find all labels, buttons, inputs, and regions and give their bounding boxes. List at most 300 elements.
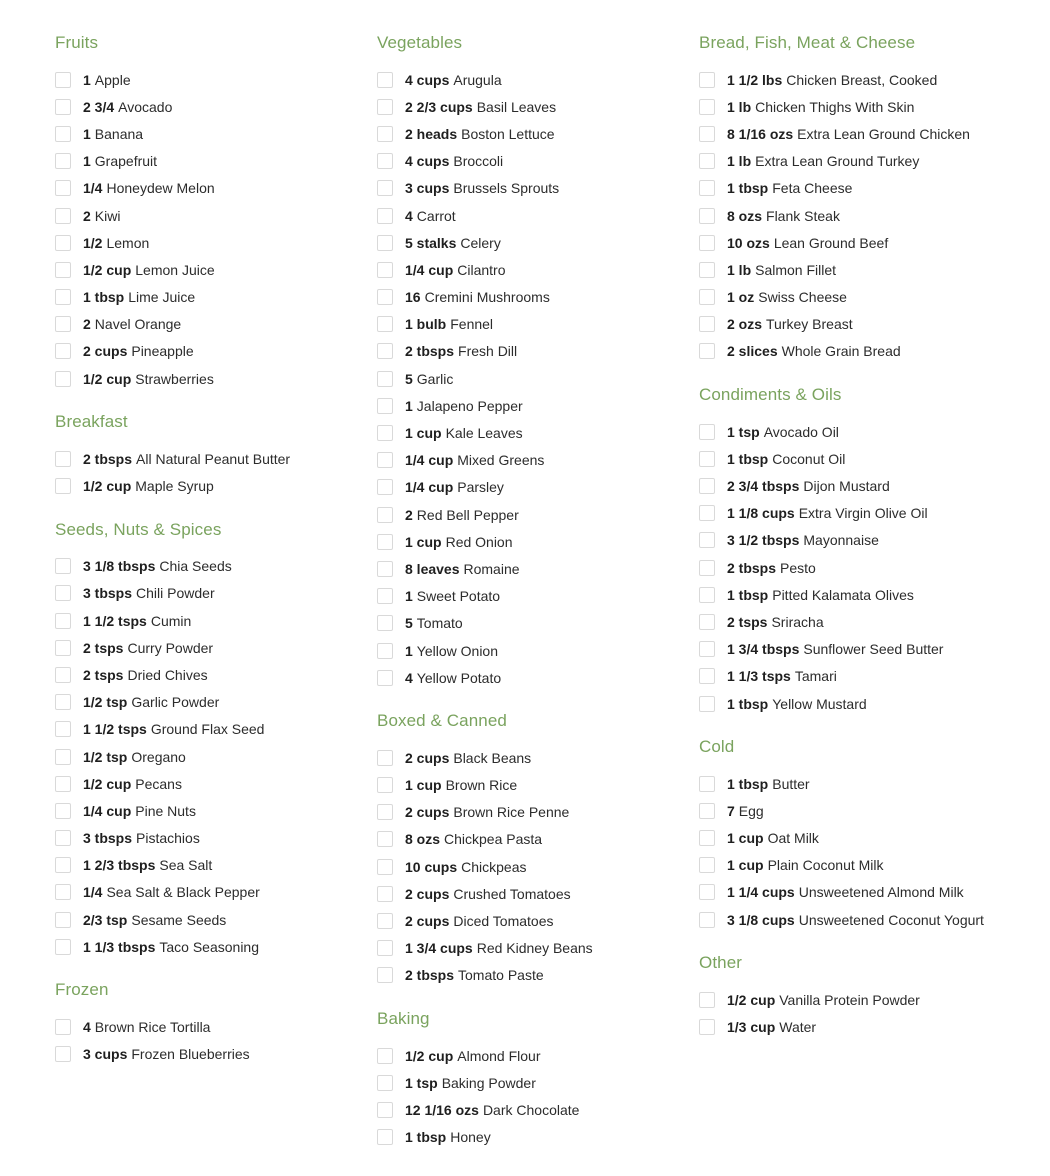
item-quantity: 8 ozs: [405, 831, 441, 848]
item-checkbox[interactable]: [55, 749, 71, 765]
item-checkbox[interactable]: [55, 451, 71, 467]
item-quantity: 1 cup: [405, 777, 442, 794]
item-quantity: 2 tsps: [727, 613, 768, 630]
item-quantity: 1/4: [83, 180, 103, 197]
item-name: Pine Nuts: [135, 802, 196, 819]
item-quantity: 1 lb: [727, 153, 752, 170]
list-item: [55, 120, 375, 147]
item-checkbox[interactable]: [55, 153, 71, 169]
list-item: [377, 907, 697, 934]
list-item: [377, 528, 697, 555]
item-checkbox[interactable]: [377, 750, 393, 766]
item-quantity: 4: [405, 669, 413, 686]
item-list: [55, 445, 375, 499]
item-name: Garlic: [416, 370, 454, 387]
list-item: [699, 256, 1019, 283]
item-checkbox[interactable]: [699, 208, 715, 224]
list-item: [377, 392, 697, 419]
item-name: All Natural Peanut Butter: [136, 450, 291, 467]
item-name: Tamari: [794, 668, 837, 685]
section-title: Other: [699, 953, 743, 973]
item-checkbox[interactable]: [699, 153, 715, 169]
item-name: Lime Juice: [128, 289, 196, 306]
list-item: [55, 933, 375, 960]
item-quantity: 1/4 cup: [405, 261, 454, 278]
section-title: Condiments & Oils: [699, 385, 842, 405]
item-name: Broccoli: [453, 153, 504, 170]
item-checkbox[interactable]: [55, 1019, 71, 1035]
item-checkbox[interactable]: [699, 1019, 715, 1035]
list-item: [377, 148, 697, 175]
list-item: [377, 311, 697, 338]
item-quantity: 8 1/16 ozs: [727, 125, 794, 142]
item-checkbox[interactable]: [699, 560, 715, 576]
list-item: [55, 716, 375, 743]
item-quantity: 1 cup: [405, 425, 442, 442]
item-name: Arugula: [453, 71, 502, 88]
item-checkbox[interactable]: [377, 643, 393, 659]
item-name: Red Onion: [445, 533, 513, 550]
item-quantity: 1 tbsp: [405, 1129, 447, 1146]
item-name: Grapefruit: [94, 153, 158, 170]
list-item: [55, 634, 375, 661]
list-item: [55, 202, 375, 229]
list-item: [377, 583, 697, 610]
item-checkbox[interactable]: [377, 940, 393, 956]
item-checkbox[interactable]: [377, 615, 393, 631]
list-item: [55, 852, 375, 879]
item-name: Mixed Greens: [457, 452, 545, 469]
item-checkbox[interactable]: [55, 613, 71, 629]
item-name: Salmon Fillet: [755, 261, 837, 278]
list-item: [377, 962, 697, 989]
item-quantity: 12 1/16 ozs: [405, 1101, 479, 1118]
item-checkbox[interactable]: [377, 289, 393, 305]
item-quantity: 2 cups: [405, 749, 450, 766]
item-name: Almond Flour: [457, 1047, 541, 1064]
item-checkbox[interactable]: [55, 857, 71, 873]
item-name: Honeydew Melon: [106, 180, 215, 197]
item-checkbox[interactable]: [55, 830, 71, 846]
item-quantity: 1: [83, 153, 91, 170]
item-name: Basil Leaves: [476, 98, 557, 115]
item-name: Dark Chocolate: [482, 1101, 580, 1118]
item-name: Coconut Oil: [772, 450, 846, 467]
item-quantity: 3 tbsps: [83, 830, 133, 847]
list-item: [699, 797, 1019, 824]
item-quantity: 1/2: [83, 234, 103, 251]
item-name: Tomato Paste: [458, 967, 544, 984]
item-quantity: 3 1/8 cups: [727, 911, 795, 928]
list-item: [55, 445, 375, 472]
item-quantity: 1: [83, 71, 91, 88]
item-quantity: 1 tbsp: [727, 180, 769, 197]
list-item: [55, 825, 375, 852]
item-quantity: 1/2 cup: [83, 261, 132, 278]
list-item: [55, 689, 375, 716]
item-name: Water: [779, 1019, 817, 1036]
section-vegetables: [377, 31, 697, 691]
item-checkbox[interactable]: [55, 776, 71, 792]
item-checkbox[interactable]: [699, 587, 715, 603]
list-item: [699, 229, 1019, 256]
item-name: Oat Milk: [767, 830, 819, 847]
item-checkbox[interactable]: [377, 1129, 393, 1145]
item-checkbox[interactable]: [699, 262, 715, 278]
item-quantity: 1 1/4 cups: [727, 884, 795, 901]
item-checkbox[interactable]: [377, 262, 393, 278]
item-name: Sea Salt & Black Pepper: [106, 884, 260, 901]
item-checkbox[interactable]: [699, 343, 715, 359]
list-item: [377, 229, 697, 256]
item-checkbox[interactable]: [55, 72, 71, 88]
item-list: [55, 66, 375, 392]
list-item: [699, 1013, 1019, 1040]
item-quantity: 2: [405, 506, 413, 523]
item-quantity: 1 tbsp: [727, 695, 769, 712]
item-checkbox[interactable]: [55, 126, 71, 142]
item-name: Romaine: [463, 560, 520, 577]
item-checkbox[interactable]: [699, 641, 715, 657]
item-quantity: 2 tbsps: [83, 450, 133, 467]
item-name: Dried Chives: [127, 666, 208, 683]
item-checkbox[interactable]: [699, 235, 715, 251]
item-name: Extra Lean Ground Turkey: [755, 153, 920, 170]
item-quantity: 1/4 cup: [405, 479, 454, 496]
section-title: Frozen: [55, 980, 109, 1000]
item-name: Flank Steak: [766, 207, 840, 224]
item-checkbox[interactable]: [55, 1046, 71, 1062]
item-quantity: 1 tsp: [405, 1074, 438, 1091]
item-quantity: 1/2 cup: [83, 775, 132, 792]
item-name: Mayonnaise: [803, 532, 879, 549]
item-name: Chickpeas: [461, 858, 527, 875]
item-checkbox[interactable]: [377, 561, 393, 577]
item-checkbox[interactable]: [377, 777, 393, 793]
item-name: Baking Powder: [441, 1074, 536, 1091]
item-name: Sea Salt: [159, 857, 213, 874]
item-checkbox[interactable]: [377, 507, 393, 523]
item-quantity: 1/2 cup: [83, 478, 132, 495]
item-checkbox[interactable]: [699, 696, 715, 712]
list-item: [55, 906, 375, 933]
item-quantity: 2: [83, 316, 91, 333]
section-boxed-and-canned: [377, 709, 697, 989]
item-quantity: 2 cups: [405, 885, 450, 902]
item-checkbox[interactable]: [55, 939, 71, 955]
item-quantity: 2 cups: [405, 913, 450, 930]
item-quantity: 2 tsps: [83, 639, 124, 656]
list-item: [377, 555, 697, 582]
item-name: Brown Rice: [445, 777, 518, 794]
item-quantity: 2: [83, 207, 91, 224]
item-checkbox[interactable]: [377, 235, 393, 251]
item-checkbox[interactable]: [377, 670, 393, 686]
item-quantity: 3 1/2 tbsps: [727, 532, 800, 549]
item-quantity: 1: [405, 588, 413, 605]
item-checkbox[interactable]: [699, 992, 715, 1008]
item-checkbox[interactable]: [55, 316, 71, 332]
item-checkbox[interactable]: [699, 532, 715, 548]
item-checkbox[interactable]: [377, 831, 393, 847]
item-name: Garlic Powder: [131, 694, 220, 711]
item-checkbox[interactable]: [55, 558, 71, 574]
section-title: Bread, Fish, Meat & Cheese: [699, 33, 916, 52]
list-item: [377, 1042, 697, 1069]
item-checkbox[interactable]: [55, 721, 71, 737]
item-quantity: 1 1/2 tsps: [83, 612, 147, 629]
item-name: Parsley: [457, 479, 504, 496]
item-checkbox[interactable]: [377, 180, 393, 196]
item-checkbox[interactable]: [699, 857, 715, 873]
item-checkbox[interactable]: [699, 451, 715, 467]
item-name: Chicken Thighs With Skin: [755, 98, 915, 115]
item-quantity: 1 lb: [727, 261, 752, 278]
list-item: [377, 256, 697, 283]
section-condiments-and-oils: [699, 383, 1019, 717]
item-name: Yellow Potato: [416, 669, 502, 686]
list-item: [699, 93, 1019, 120]
list-item: [699, 338, 1019, 365]
item-checkbox[interactable]: [377, 153, 393, 169]
list-item: [699, 879, 1019, 906]
item-quantity: 5 stalks: [405, 234, 457, 251]
item-name: Lemon Juice: [135, 261, 215, 278]
item-checkbox[interactable]: [699, 478, 715, 494]
item-checkbox[interactable]: [699, 830, 715, 846]
list-item: [55, 661, 375, 688]
list-item: [377, 637, 697, 664]
list-item: [699, 986, 1019, 1013]
item-checkbox[interactable]: [377, 534, 393, 550]
item-name: Apple: [94, 71, 131, 88]
item-checkbox[interactable]: [377, 72, 393, 88]
item-name: Chickpea Pasta: [444, 831, 543, 848]
list-item: [377, 744, 697, 771]
item-quantity: 1/2 tsp: [83, 748, 128, 765]
item-name: Kale Leaves: [445, 425, 523, 442]
item-name: Pesto: [780, 559, 816, 576]
item-quantity: 1/4 cup: [405, 452, 454, 469]
item-name: Avocado: [118, 98, 173, 115]
item-quantity: 7: [727, 802, 735, 819]
list-item: [377, 284, 697, 311]
item-checkbox[interactable]: [55, 289, 71, 305]
item-name: Extra Virgin Olive Oil: [798, 505, 928, 522]
item-quantity: 4: [405, 207, 413, 224]
item-checkbox[interactable]: [699, 72, 715, 88]
item-list: [55, 553, 375, 961]
list-item: [699, 284, 1019, 311]
item-checkbox[interactable]: [377, 804, 393, 820]
item-checkbox[interactable]: [377, 859, 393, 875]
item-checkbox[interactable]: [55, 884, 71, 900]
list-item: [699, 636, 1019, 663]
item-checkbox[interactable]: [55, 803, 71, 819]
item-checkbox[interactable]: [377, 886, 393, 902]
list-item: [377, 365, 697, 392]
item-name: Carrot: [416, 207, 456, 224]
list-item: [55, 743, 375, 770]
item-checkbox[interactable]: [699, 776, 715, 792]
list-item: [699, 554, 1019, 581]
item-checkbox[interactable]: [699, 126, 715, 142]
section-title: Fruits: [55, 33, 99, 52]
list-item: [699, 581, 1019, 608]
list-item: [699, 500, 1019, 527]
item-checkbox[interactable]: [55, 667, 71, 683]
item-checkbox[interactable]: [699, 614, 715, 630]
item-name: Navel Orange: [94, 316, 182, 333]
item-checkbox[interactable]: [55, 262, 71, 278]
item-checkbox[interactable]: [55, 208, 71, 224]
item-list: [699, 66, 1019, 365]
item-quantity: 4 cups: [405, 71, 450, 88]
item-quantity: 1 tbsp: [727, 450, 769, 467]
item-checkbox[interactable]: [55, 585, 71, 601]
item-quantity: 10 cups: [405, 858, 458, 875]
item-list: [699, 418, 1019, 717]
item-checkbox[interactable]: [55, 180, 71, 196]
item-quantity: 1/4 cup: [83, 802, 132, 819]
item-checkbox[interactable]: [377, 452, 393, 468]
list-item: [699, 202, 1019, 229]
item-checkbox[interactable]: [55, 478, 71, 494]
list-item: [55, 365, 375, 392]
item-quantity: 1 2/3 tbsps: [83, 857, 156, 874]
item-quantity: 4 cups: [405, 153, 450, 170]
item-name: Crushed Tomatoes: [453, 885, 571, 902]
section-title: Boxed & Canned: [377, 711, 507, 731]
item-name: Kiwi: [94, 207, 121, 224]
list-item: [377, 474, 697, 501]
item-checkbox[interactable]: [699, 424, 715, 440]
list-item: [699, 690, 1019, 717]
item-checkbox[interactable]: [699, 668, 715, 684]
item-name: Pecans: [135, 775, 182, 792]
item-quantity: 2 ozs: [727, 316, 763, 333]
item-checkbox[interactable]: [55, 235, 71, 251]
item-name: Fennel: [450, 316, 494, 333]
item-checkbox[interactable]: [377, 479, 393, 495]
item-checkbox[interactable]: [55, 371, 71, 387]
item-quantity: 1/3 cup: [727, 1019, 776, 1036]
item-quantity: 1 1/8 cups: [727, 505, 795, 522]
list-item: [377, 120, 697, 147]
list-item: [55, 93, 375, 120]
item-name: Diced Tomatoes: [453, 913, 554, 930]
item-quantity: 1 tbsp: [727, 775, 769, 792]
item-quantity: 1: [405, 397, 413, 414]
item-checkbox[interactable]: [377, 398, 393, 414]
list-item: [55, 607, 375, 634]
item-checkbox[interactable]: [699, 912, 715, 928]
list-item: [55, 66, 375, 93]
item-checkbox[interactable]: [377, 343, 393, 359]
item-checkbox[interactable]: [699, 803, 715, 819]
item-name: Sweet Potato: [416, 588, 501, 605]
item-checkbox[interactable]: [377, 126, 393, 142]
item-quantity: 16: [405, 289, 421, 306]
item-name: Egg: [738, 802, 764, 819]
item-name: Chicken Breast, Cooked: [786, 71, 938, 88]
item-name: Brown Rice Penne: [453, 804, 570, 821]
item-quantity: 3 cups: [83, 1046, 128, 1063]
column-1: [55, 31, 375, 1086]
item-checkbox[interactable]: [55, 694, 71, 710]
item-checkbox[interactable]: [377, 99, 393, 115]
section-fruits: [55, 31, 375, 392]
item-name: Fresh Dill: [458, 343, 518, 360]
item-checkbox[interactable]: [377, 371, 393, 387]
item-checkbox[interactable]: [55, 99, 71, 115]
item-checkbox[interactable]: [377, 316, 393, 332]
list-item: [377, 880, 697, 907]
item-name: Avocado Oil: [763, 423, 839, 440]
item-checkbox[interactable]: [377, 1048, 393, 1064]
item-checkbox[interactable]: [699, 180, 715, 196]
item-name: Brussels Sprouts: [453, 180, 560, 197]
item-quantity: 2 slices: [727, 343, 778, 360]
item-checkbox[interactable]: [55, 640, 71, 656]
item-checkbox[interactable]: [377, 425, 393, 441]
section-title: Baking: [377, 1009, 430, 1028]
item-checkbox[interactable]: [377, 913, 393, 929]
list-item: [55, 311, 375, 338]
item-name: Extra Lean Ground Chicken: [797, 125, 970, 142]
list-item: [699, 418, 1019, 445]
item-name: Pitted Kalamata Olives: [772, 586, 914, 603]
list-item: [55, 770, 375, 797]
item-quantity: 1 cup: [727, 830, 764, 847]
item-checkbox[interactable]: [699, 884, 715, 900]
item-quantity: 1 lb: [727, 98, 752, 115]
item-name: Cumin: [150, 612, 192, 629]
item-checkbox[interactable]: [699, 99, 715, 115]
list-item: [699, 608, 1019, 635]
list-item: [699, 663, 1019, 690]
item-name: Vanilla Protein Powder: [779, 991, 920, 1008]
item-name: Sesame Seeds: [131, 911, 227, 928]
list-item: [377, 826, 697, 853]
item-checkbox[interactable]: [377, 588, 393, 604]
list-item: [377, 1124, 697, 1151]
item-quantity: 1/2 tsp: [83, 694, 128, 711]
item-checkbox[interactable]: [699, 289, 715, 305]
list-item: [699, 175, 1019, 202]
item-name: Oregano: [131, 748, 186, 765]
item-quantity: 1/2 cup: [405, 1047, 454, 1064]
item-name: Taco Seasoning: [159, 938, 260, 955]
item-checkbox[interactable]: [377, 208, 393, 224]
item-checkbox[interactable]: [377, 967, 393, 983]
item-name: Sriracha: [771, 613, 824, 630]
item-checkbox[interactable]: [55, 912, 71, 928]
item-checkbox[interactable]: [699, 316, 715, 332]
item-checkbox[interactable]: [377, 1102, 393, 1118]
item-name: Strawberries: [135, 370, 214, 387]
item-quantity: 8 leaves: [405, 560, 460, 577]
item-checkbox[interactable]: [55, 343, 71, 359]
section-bread-fish-meat-and-cheese: [699, 31, 1019, 365]
list-item: [699, 445, 1019, 472]
item-checkbox[interactable]: [377, 1075, 393, 1091]
item-quantity: 1 3/4 tbsps: [727, 641, 800, 658]
item-quantity: 1 oz: [727, 289, 755, 306]
item-quantity: 8 ozs: [727, 207, 763, 224]
item-quantity: 2 cups: [405, 804, 450, 821]
item-checkbox[interactable]: [699, 505, 715, 521]
